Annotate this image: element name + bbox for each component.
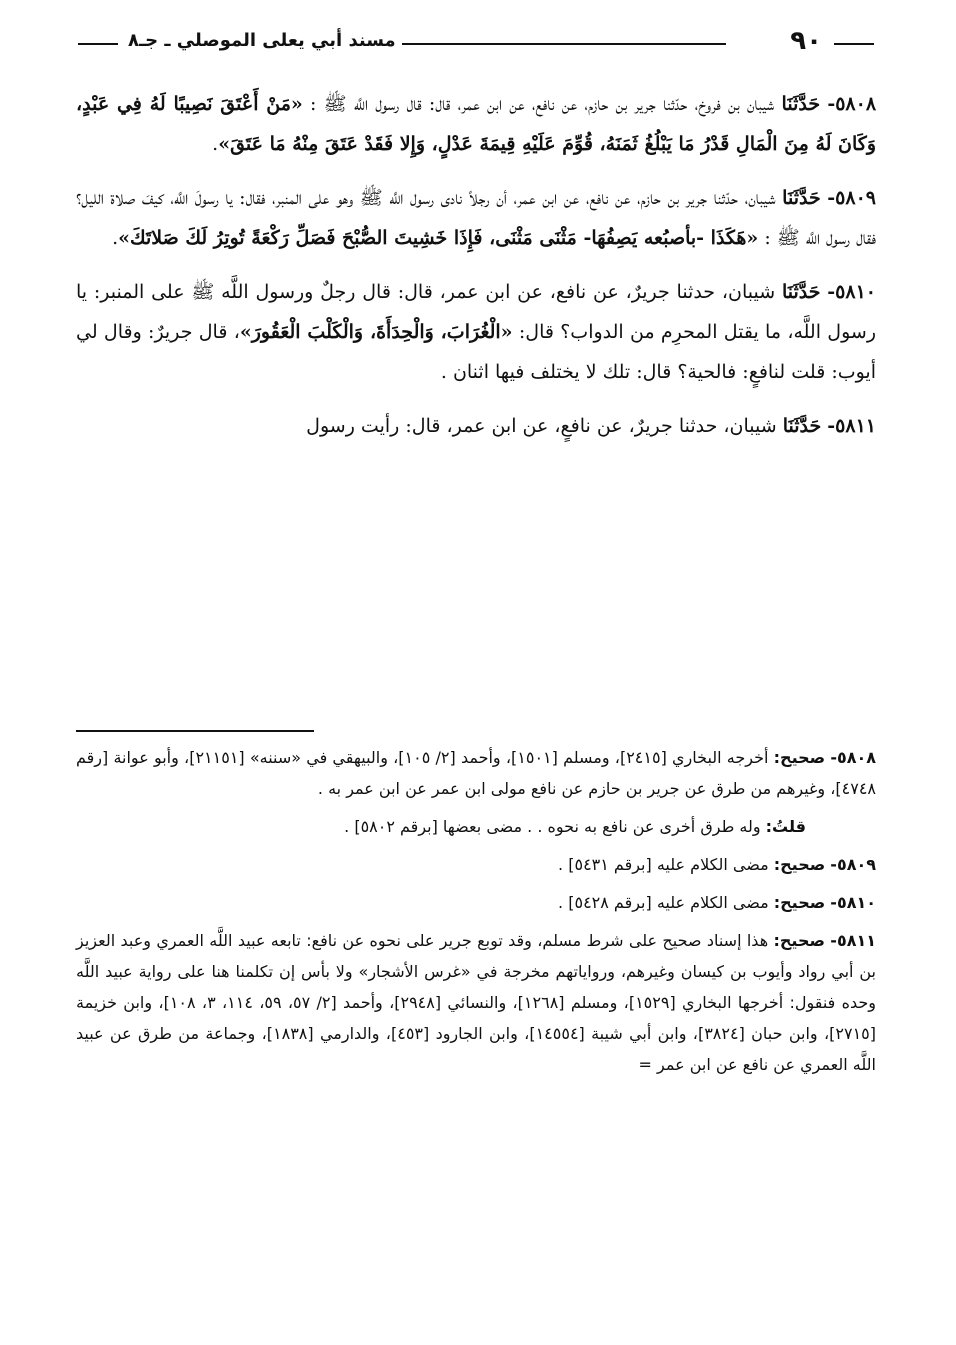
hadith-number: ٥٨٠٩- <box>827 187 876 209</box>
hadith-tail: ، قال جريرٌ: وقال لي أيوب: قلت لنافعٍ: فالحية؟ قال: تلك لا يختلف فيها اثنان . <box>76 321 876 383</box>
hadith-number: ٥٨١٠- <box>827 281 876 303</box>
hadith-isnad: شيبان، حدّثنا جرير بن حازم، عن نافع، عن ابن عمر، أن رجلاً نادى رسول اللَّه ﷺ وهو على المنبر، فقال: يا رسولَ اللَّه، كيفَ صلاة الليل؟ فقال رسول اللَّه ﷺ : <box>76 187 876 249</box>
footnote-text: مضى الكلام عليه [برقم ٥٤٣١] . <box>558 855 769 874</box>
hadith-matn: «هَكَذَا -بأصبُعه يَصِفُهَا- مَثْنَى مَثْنَى، فَإِذَا خَشِيتَ الصُّبْحَ فَصَلِّ رَكْعَةً تُوتِرُ لَكَ صَلاتَكَ» <box>118 227 759 249</box>
hadith-number: ٥٨٠٨- <box>827 93 877 115</box>
footnote-grade: قلتُ: <box>765 817 806 836</box>
hadith-5811 <box>76 406 876 446</box>
hadith-5810 <box>76 272 876 392</box>
footnote-5808 <box>76 742 876 804</box>
footnote-comment <box>76 811 876 842</box>
hadith-tail: . <box>212 133 219 155</box>
footnote-grade: صحيح: <box>773 931 825 950</box>
footnote-grade: صحيح: <box>773 893 826 912</box>
footnote-text: مضى الكلام عليه [برقم ٥٤٢٨] . <box>558 893 769 912</box>
footnote-5810 <box>76 887 876 918</box>
footnote-number: ٥٨١١- <box>830 931 876 950</box>
hadith-isnad: شيبان، حدثنا جريرٌ، عن نافع، عن ابن عمر، قال: قال رجلٌ ورسول اللَّه ﷺ على المنبر: يا رسول اللَّه، ما يقتل المحرِم من الدواب؟ قال: <box>76 281 876 343</box>
page-number: ٩٠ <box>790 26 822 56</box>
hadith-tail: . <box>112 227 119 249</box>
haddathana-word: حَدَّثَنَا <box>782 415 822 437</box>
header-rule-middle <box>402 43 726 45</box>
footnote-text: وله طرق أخرى عن نافع به نحوه . . مضى بعضها [برقم ٥٨٠٢] . <box>344 817 761 836</box>
footnote-divider <box>76 730 314 732</box>
running-header <box>78 26 874 66</box>
footnote-number: ٥٨١٠- <box>830 893 876 912</box>
header-rule-left <box>78 43 118 45</box>
hadith-5808 <box>76 84 876 164</box>
footnote-grade: صحيح: <box>773 855 826 874</box>
hadith-number: ٥٨١١- <box>827 415 876 437</box>
footnote-grade: صحيح: <box>773 748 826 767</box>
haddathana-word: حَدَّثَنَا <box>781 93 821 115</box>
footnotes-block <box>76 742 876 1087</box>
footnote-number: ٥٨٠٨- <box>830 748 877 767</box>
footnote-text: هذا إسناد صحيح على شرط مسلم، وقد توبع جرير على نحوه عن نافع: تابعه عبيد اللَّه العمري وعبد العزيز بن أبي رواد وأيوب بن كيسان وغيرهم، ورواياتهم مخرجة في «غرس الأشجار» ولا بأس إن تكلمنا هنا على رواية عبيد اللَّه وحده فنقول: أخرجها البخاري [١٥٢٩]، ومسلم [١٢٦٨]، والنسائي [٢٩٤٨]، وأحمد [٢/ ٥٧، ٥٩، ١١٤، ٣، ١٠٨]، وابن خزيمة [٢٧١٥]، وابن حبان [٣٨٢٤]، وابن أبي شيبة [١٤٥٥٤]، وابن الجارود [٤٥٣]، والدارمي [١٨٣٨]، وجماعة من طرق عن عبيد اللَّه العمري عن نافع عن ابن عمر = <box>76 931 877 1074</box>
running-title: مسند أبي يعلى الموصلي ـ جـ٨ <box>128 30 396 51</box>
haddathana-word: حَدَّثَنَا <box>781 281 821 303</box>
hadith-matn: «مَنْ أَعْتَقَ نَصِيبًا لَهُ فِي عَبْدٍ، وَكَانَ لَهُ مِنَ الْمَالِ قَدْرُ مَا يَبْلُغُ ثَمَنَهُ، قُوِّمَ عَلَيْهِ قِيمَةَ عَدْلٍ، وَإِلا فَقَدْ عَتَقَ مِنْهُ مَا عَتَقَ» <box>76 93 876 155</box>
header-rule-right <box>834 43 874 45</box>
footnote-5809 <box>76 849 876 880</box>
footnote-5811 <box>76 925 876 1080</box>
footnote-text: أخرجه البخاري [٢٤١٥]، ومسلم [١٥٠١]، وأحمد [٢/ ١٠٥]، والبيهقي في «سننه» [٢١١٥١]، وأبو عوانة [رقم ٤٧٤٨]، وغيرهم من طرق عن جرير بن حازم عن نافع مولى ابن عمر عن ابن عمر به . <box>76 748 876 798</box>
hadith-text-block <box>76 84 876 460</box>
hadith-matn: «الْغُرَابَ، وَالْحِدَأَةَ، وَالْكَلْبَ الْعَقُورَ» <box>239 321 513 343</box>
hadith-5809 <box>76 178 876 258</box>
haddathana-word: حَدَّثَنَا <box>782 187 821 209</box>
footnote-number: ٥٨٠٩- <box>830 855 876 874</box>
hadith-isnad: شيبان بن فروخ، حدّثنا جرير بن حازم، عن نافع، عن ابن عمر، قال: قال رسول اللَّه ﷺ : <box>310 93 775 115</box>
hadith-isnad: شيبان، حدثنا جريرٌ، عن نافعٍ، عن ابن عمر، قال: رأيت رسول <box>306 415 777 437</box>
